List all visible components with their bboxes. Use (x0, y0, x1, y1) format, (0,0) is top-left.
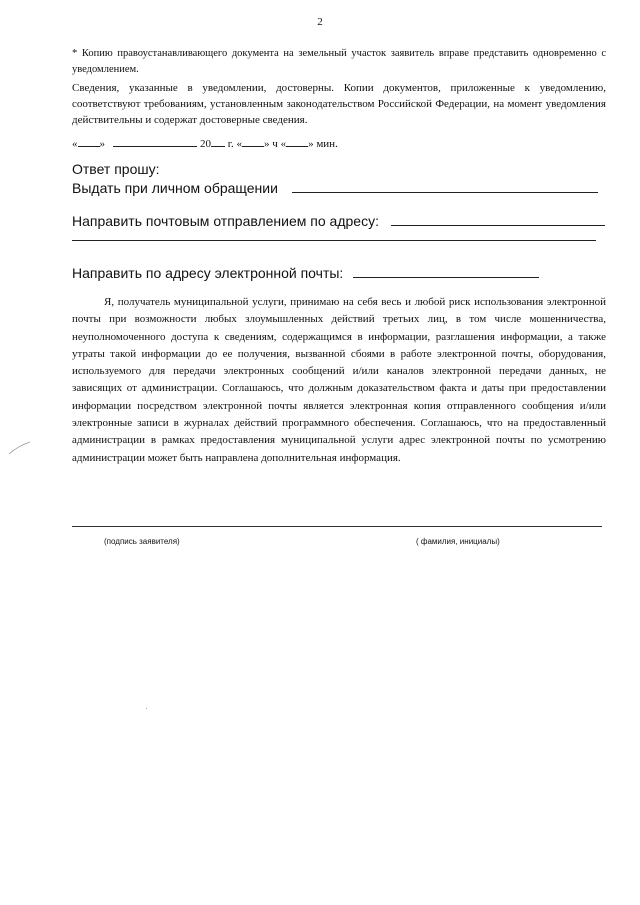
date-open-quote: « (72, 138, 78, 150)
year-prefix: 20 (200, 138, 211, 150)
minutes-blank[interactable] (286, 134, 308, 147)
month-blank[interactable] (113, 134, 197, 147)
hours-label: » ч « (264, 138, 287, 150)
page-number: 2 (317, 16, 323, 28)
hours-open-quote: « (236, 138, 243, 150)
scan-dot-mark (146, 708, 147, 709)
personal-pickup-blank[interactable] (292, 180, 598, 193)
email-address-blank[interactable] (353, 265, 539, 278)
postal-address-blank-2[interactable] (72, 228, 596, 241)
option-email-delivery (72, 264, 606, 282)
footnote: * Копию правоустанавливающего документа на земельный участок заявитель вправе представить одновременно с уведомлением. (72, 48, 606, 75)
year-blank[interactable] (211, 134, 225, 147)
minutes-label: » мин. (308, 138, 338, 150)
email-delivery-label: Направить по адресу электронной почты: (72, 265, 344, 281)
date-time-line (72, 134, 606, 152)
date-close-quote: » (99, 138, 105, 150)
day-blank[interactable] (78, 134, 100, 147)
postal-address-line-2[interactable] (72, 228, 606, 244)
year-suffix: г. (227, 138, 234, 150)
option-personal-pickup (72, 179, 606, 197)
signature-caption: (подпись заявителя) (104, 537, 180, 546)
certification-paragraph: Сведения, указанные в уведомлении, достоверны. Копии документов, приложенные к уведомлению, соответствуют требованиям, установленным законодательством Российской Федерации, на момент уведомления действительны и содержат достоверные сведения. (72, 82, 606, 126)
consent-paragraph: Я, получатель муниципальной услуги, принимаю на себя весь и любой риск использования электронной почты при возможности любых злоумышленных действий третьих лиц, в том числе мошенничества, неуполномоченного доступа к сведениям, содержащимся в информации, разглашения информации, а также утраты такой информации до ее получения, вызванной сбоями в работе электронной почты, оборудования, используемого для передачи электронных сообщений и/или каналов электронной передачи данных, не зависящих от администрации. Соглашаюсь, что должным доказательством факта и даты при предоставлении информации посредством электронной почты является электронная копия отправленного сообщения и/или электронные записи в журналах действий программного обеспечения. Соглашаюсь, что на предоставленный администрации в рамках предоставления муниципальной услуги адрес электронной почты по усмотрению администрации может быть направлена дополнительная информация. (72, 296, 606, 464)
answer-title: Ответ прошу: (72, 161, 160, 177)
scan-mark-icon (8, 440, 32, 456)
name-initials-caption: ( фамилия, инициалы) (416, 537, 500, 546)
personal-pickup-label: Выдать при личном обращении (72, 180, 278, 196)
hours-blank[interactable] (242, 134, 264, 147)
postal-delivery-label: Направить почтовым отправлением по адресу: (72, 213, 379, 229)
postal-address-blank[interactable] (391, 213, 605, 226)
signature-line[interactable] (72, 526, 602, 527)
